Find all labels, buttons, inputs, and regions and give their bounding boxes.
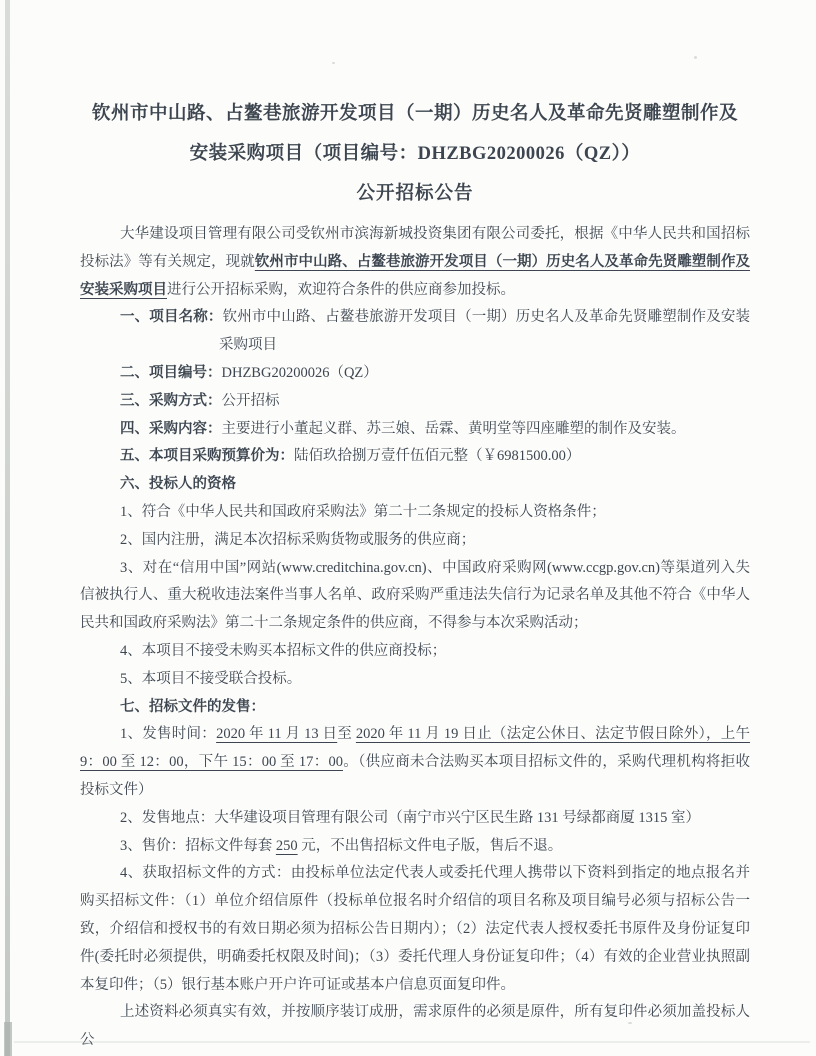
- qualification-point: 5、本项目不接受联合投标。: [120, 670, 302, 687]
- item-label: 四、采购内容：: [120, 420, 222, 437]
- obtain-method-paragraph: [80, 860, 750, 999]
- item-value: DHZBG20200026（QZ）: [221, 364, 378, 381]
- document-title-line1: 钦州市中山路、占鳌巷旅游开发项目（一期）历史名人及革命先贤雕塑制作及: [91, 104, 738, 124]
- item-label: 一、项目名称：: [120, 309, 223, 326]
- item-value: 主要进行小董起义群、苏三娘、岳霖、黄明堂等四座雕塑的制作及安装。: [221, 420, 686, 437]
- intro-post: 进行公开招标采购，欢迎符合条件的供应商参加投标。: [167, 281, 515, 298]
- sale-time-mid: 至: [337, 726, 356, 743]
- closing-paragraph: 上述资料必须真实有效，并按顺序装订成册，需求原件的必须是原件，所有复印件必须加盖投标人公: [80, 1004, 750, 1049]
- sale-place-paragraph: [80, 805, 750, 833]
- scan-corner-artifact: [4, 1022, 12, 1056]
- intro-pre: 大华建设项目管理有限公司受钦州市滨海新城投资集团有限公司委托，根据《中华人民共和国招标投标法》等有关规定，现就: [80, 226, 750, 270]
- item-value: 公开招标: [221, 392, 280, 409]
- sale-price-post: 元，不出售招标文件电子版，售后不退。: [297, 837, 563, 854]
- qualification-point: 2、国内注册，满足本次招标采购货物或服务的供应商；: [120, 531, 476, 548]
- scan-speck: [694, 56, 697, 59]
- document-body: [80, 221, 750, 1055]
- item-value: 钦州市中山路、占鳌巷旅游开发项目（一期）历史名人及革命先贤雕塑制作及安装采购项目: [219, 309, 751, 354]
- qualification-heading: 六、投标人的资格: [120, 476, 236, 493]
- qualification-point: 1、符合《中华人民共和国政府采购法》第二十二条规定的投标人资格条件；: [120, 503, 606, 520]
- item-project-name: [80, 304, 750, 360]
- document-title: [80, 94, 750, 174]
- sale-time-end-date-and-hours: 2020 年 11 月 19 日止（法定公休日、法定节假日除外），上午 9：00 至 12：00，下午 15：00 至 17：00: [80, 726, 751, 771]
- item-label: 五、本项目采购预算价为：: [120, 448, 294, 465]
- document-title-line2: 安装采购项目（项目编号：DHZBG20200026（QZ））: [189, 144, 641, 164]
- sale-time-paragraph: [80, 721, 750, 804]
- sale-price-amount: 250: [275, 837, 298, 854]
- item-procurement-method: [80, 388, 750, 416]
- qualification-point: 3、对在“信用中国”网站(www.creditchina.gov.cn)、中国政府采购网(www.ccgp.gov.cn)等渠道列入失信被执行人、重大税收违法案件当事人名单、政府采购严重违法失信行为记录名单及其他不符合《中华人民共和国政府采购法》第二十二条规定条件的供应商，不得参与本次采购活动；: [80, 559, 750, 632]
- item-label: 二、项目编号：: [120, 364, 222, 381]
- document-content: [80, 94, 750, 1055]
- sale-time-start-date: 2020 年 11 月 13 日: [216, 726, 338, 743]
- intro-project-name-emphasis: 钦州市中山路、占鳌巷旅游开发项目（一期）历史名人及革命先贤雕塑制作及安装采购项目: [80, 253, 751, 298]
- item-procurement-content: [80, 416, 750, 444]
- scan-edge-artifact: [5, 0, 10, 1056]
- scan-speck: [332, 62, 335, 64]
- document-subtitle: 公开招标公告: [356, 184, 474, 204]
- sale-price-pre: 招标文件每套: [185, 837, 276, 854]
- sale-place-value: 大华建设项目管理有限公司（南宁市兴宁区民生路 131 号绿都商厦 1315 室）: [214, 809, 700, 826]
- qualification-point: 4、本项目不接受未购买本招标文件的供应商投标；: [120, 642, 447, 659]
- intro-paragraph: [80, 221, 750, 304]
- item-value: 陆佰玖拾捌万壹仟伍佰元整（￥6981500.00）: [294, 448, 581, 465]
- sale-place-label: 2、发售地点：: [120, 809, 215, 826]
- obtain-method-text: 由投标单位法定代表人或委托代理人携带以下资料到指定的地点报名并购买招标文件：（1）单位介绍信原件（投标单位报名时介绍信的项目名称及项目编号必须与招标公告一致，介绍信和授权书的有效日期必须为招标公告日期内）；（2）法定代表人授权委托书原件及身份证复印件(委托时必须提供，明确委托权限及时间)；（3）委托代理人身份证复印件；（4）有效的企业营业执照副本复印件；（5）银行基本账户开户许可证或基本户信息页面复印件。: [80, 865, 751, 993]
- sale-price-paragraph: [80, 833, 750, 861]
- item-budget-price: [80, 443, 750, 471]
- sale-time-label: 1、发售时间：: [120, 726, 217, 743]
- obtain-method-label: 4、获取招标文件的方式：: [120, 865, 291, 882]
- sale-heading: 七、招标文件的发售：: [120, 698, 265, 715]
- item-project-number: [80, 360, 750, 388]
- sale-time-note: 。（供应商未合法购买本项目招标文件的，采购代理机构将拒收投标文件）: [80, 754, 750, 798]
- item-label: 三、采购方式：: [120, 392, 222, 409]
- sale-price-label: 3、售价：: [120, 837, 186, 854]
